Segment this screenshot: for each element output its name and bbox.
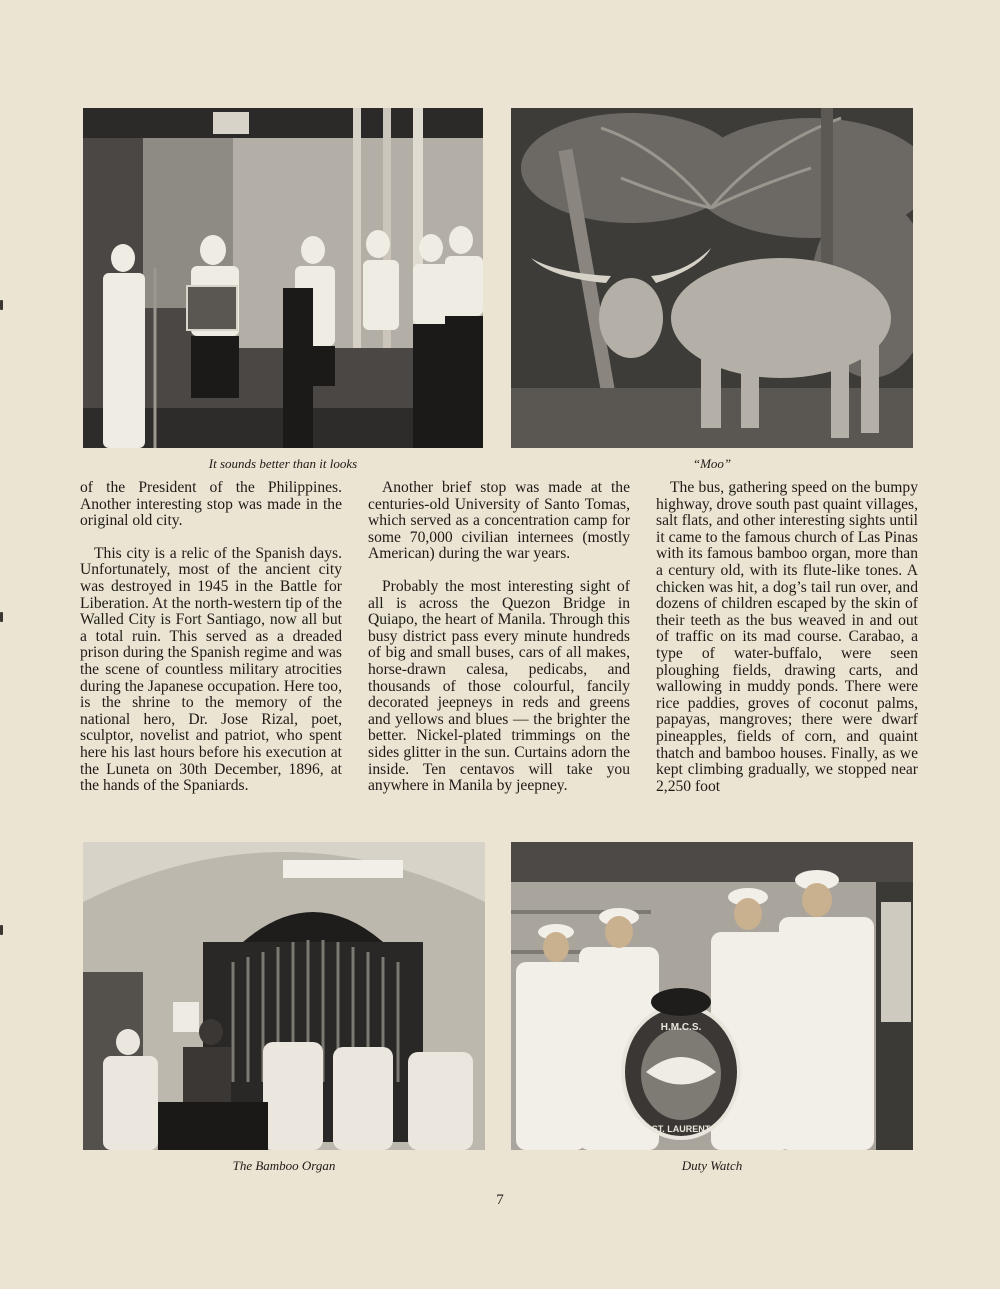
caption-top-right: “Moo”: [692, 456, 732, 471]
badge-top-text: H.M.C.S.: [660, 1022, 702, 1033]
binding-hole: [0, 300, 3, 310]
text-column-2: [368, 480, 630, 811]
caption-top-left: It sounds better than it looks: [208, 456, 358, 471]
photo-duty-watch: [511, 842, 913, 1150]
paragraph: Probably the most interesting sight of all is across the Quezon Bridge in Quiapo, the heart of Manila. Through this busy district pass every minute hundreds of big and small buses, cars of all makes, horse-drawn calesa, pedicabs, and thousands of those colourful, fancily decorated jeepneys in reds and greens and yellows and blues — the brighter the better. Nickel-plated trimmings on the sides glitter in the sun. Curtains adorn the inside. Ten centavos will take you anywhere in Manila by jeepney.: [368, 577, 630, 795]
text-column-3: [656, 480, 918, 811]
photo-sailors-singing: [83, 108, 483, 448]
binding-hole: [0, 612, 3, 622]
photo-bamboo-organ: [83, 842, 485, 1150]
badge-bottom-text: ST. LAURENT: [651, 1124, 711, 1134]
paragraph: This city is a relic of the Spanish days. Unfortunately, most of the ancient city was destroyed in 1945 in the Battle for Liberation. At the north-western tip of the Walled City is Fort Santiago, now all but a total ruin. This served as a dreaded prison during the Spanish regime and was the scene of countless military atrocities during the Japanese occupation. Here too, is the shrine to the memory of the national hero, Dr. Jose Rizal, poet, sculptor, novelist and patriot, who spent here his last hours before his execution at the Luneta on 30th December, 1896, at the hands of the Spaniards.: [80, 544, 342, 795]
caption-bottom-left: The Bamboo Organ: [232, 1158, 336, 1173]
paragraph: Another brief stop was made at the centuries-old University of Santo Tomas, which served as a concentration camp for some 70,000 civilian internees (mostly American) during the war years.: [368, 479, 630, 563]
paragraph: of the President of the Philippines. Another interesting stop was made in the original old city.: [80, 479, 342, 530]
binding-hole: [0, 925, 3, 935]
caption-bottom-right: Duty Watch: [681, 1158, 743, 1173]
photo-carabao: [511, 108, 913, 448]
text-column-1: [80, 480, 342, 811]
page-number: 7: [496, 1192, 504, 1208]
paragraph: The bus, gathering speed on the bumpy highway, drove south past quaint villages, salt flats, and other interesting sights until it came to the famous church of Las Pinas with its famous bamboo organ, more than a century old, with its flute-like tones. A chicken was hit, a dog’s tail run over, and dozens of children escaped by the skin of their teeth as the bus weaved in and out of traffic on its mad course. Carabao, a type of water-buffalo, were seen ploughing fields, drawing carts, and wallowing in muddy ponds. There were rice paddies, groves of coconut palms, papayas, mangroves; there were dwarf pineapples, fields of corn, and quaint thatch and bamboo houses. Finally, as we kept climbing gradually, we stopped near 2,250 foot: [656, 479, 918, 795]
